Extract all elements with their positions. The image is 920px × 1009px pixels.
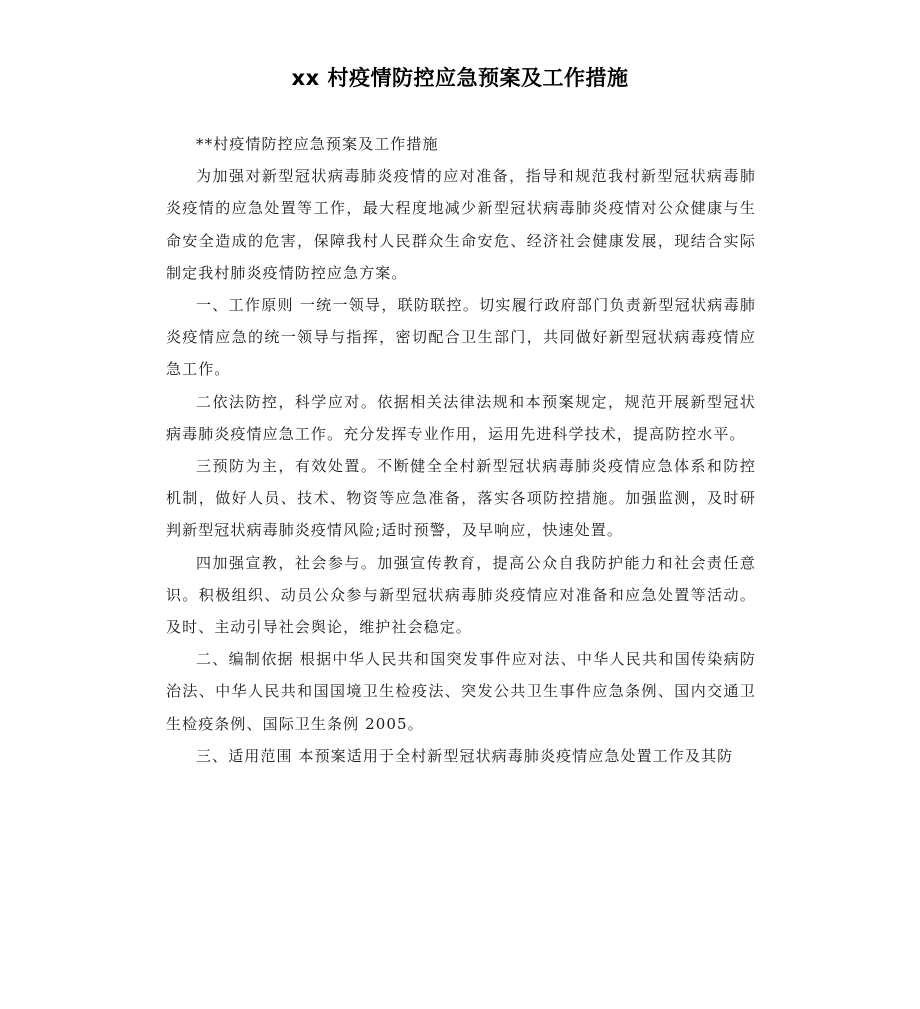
document-title: xx 村疫情防控应急预案及工作措施 <box>291 66 629 90</box>
subtitle-paragraph: **村疫情防控应急预案及工作措施 <box>196 135 439 153</box>
principle-publicity-paragraph: 四加强宣教，社会参与。加强宣传教育，提高公众自我防护能力和社会责任意识。积极组织、动员公众参与新型冠状病毒肺炎疫情应对准备和应急处置等活动。及时、主动引导社会舆论，维护社会稳定。 <box>166 553 756 637</box>
document-body <box>166 128 756 772</box>
principle-lawful-control-paragraph: 二依法防控，科学应对。依据相关法律法规和本预案规定，规范开展新型冠状病毒肺炎疫情应急工作。充分发挥专业作用，运用先进科学技术，提高防控水平。 <box>166 392 756 443</box>
scope-paragraph: 三、适用范围 本预案适用于全村新型冠状病毒肺炎疫情应急处置工作及其防 <box>196 746 734 765</box>
principle-unified-leadership-paragraph: 一、工作原则 一统一领导，联防联控。切实履行政府部门负责新型冠状病毒肺炎疫情应急的统一领导与指挥，密切配合卫生部门，共同做好新型冠状病毒疫情应急工作。 <box>166 296 756 379</box>
intro-paragraph: 为加强对新型冠状病毒肺炎疫情的应对准备，指导和规范我村新型冠状病毒肺炎疫情的应急处置等工作，最大程度地减少新型冠状病毒肺炎疫情对公众健康与生命安全造成的危害，保障我村人民群众生命安危、经济社会健康发展，现结合实际制定我村肺炎疫情防控应急方案。 <box>166 167 756 282</box>
principle-prevention-paragraph: 三预防为主，有效处置。不断健全全村新型冠状病毒肺炎疫情应急体系和防控机制，做好人员、技术、物资等应急准备，落实各项防控措施。加强监测，及时研判新型冠状病毒肺炎疫情风险;适时预警，及早响应，快速处置。 <box>166 457 756 540</box>
compilation-basis-paragraph: 二、编制依据 根据中华人民共和国突发事件应对法、中华人民共和国传染病防治法、中华人民共和国国境卫生检疫法、突发公共卫生事件应急条例、国内交通卫生检疫条例、国际卫生条例 2005。 <box>166 650 756 733</box>
